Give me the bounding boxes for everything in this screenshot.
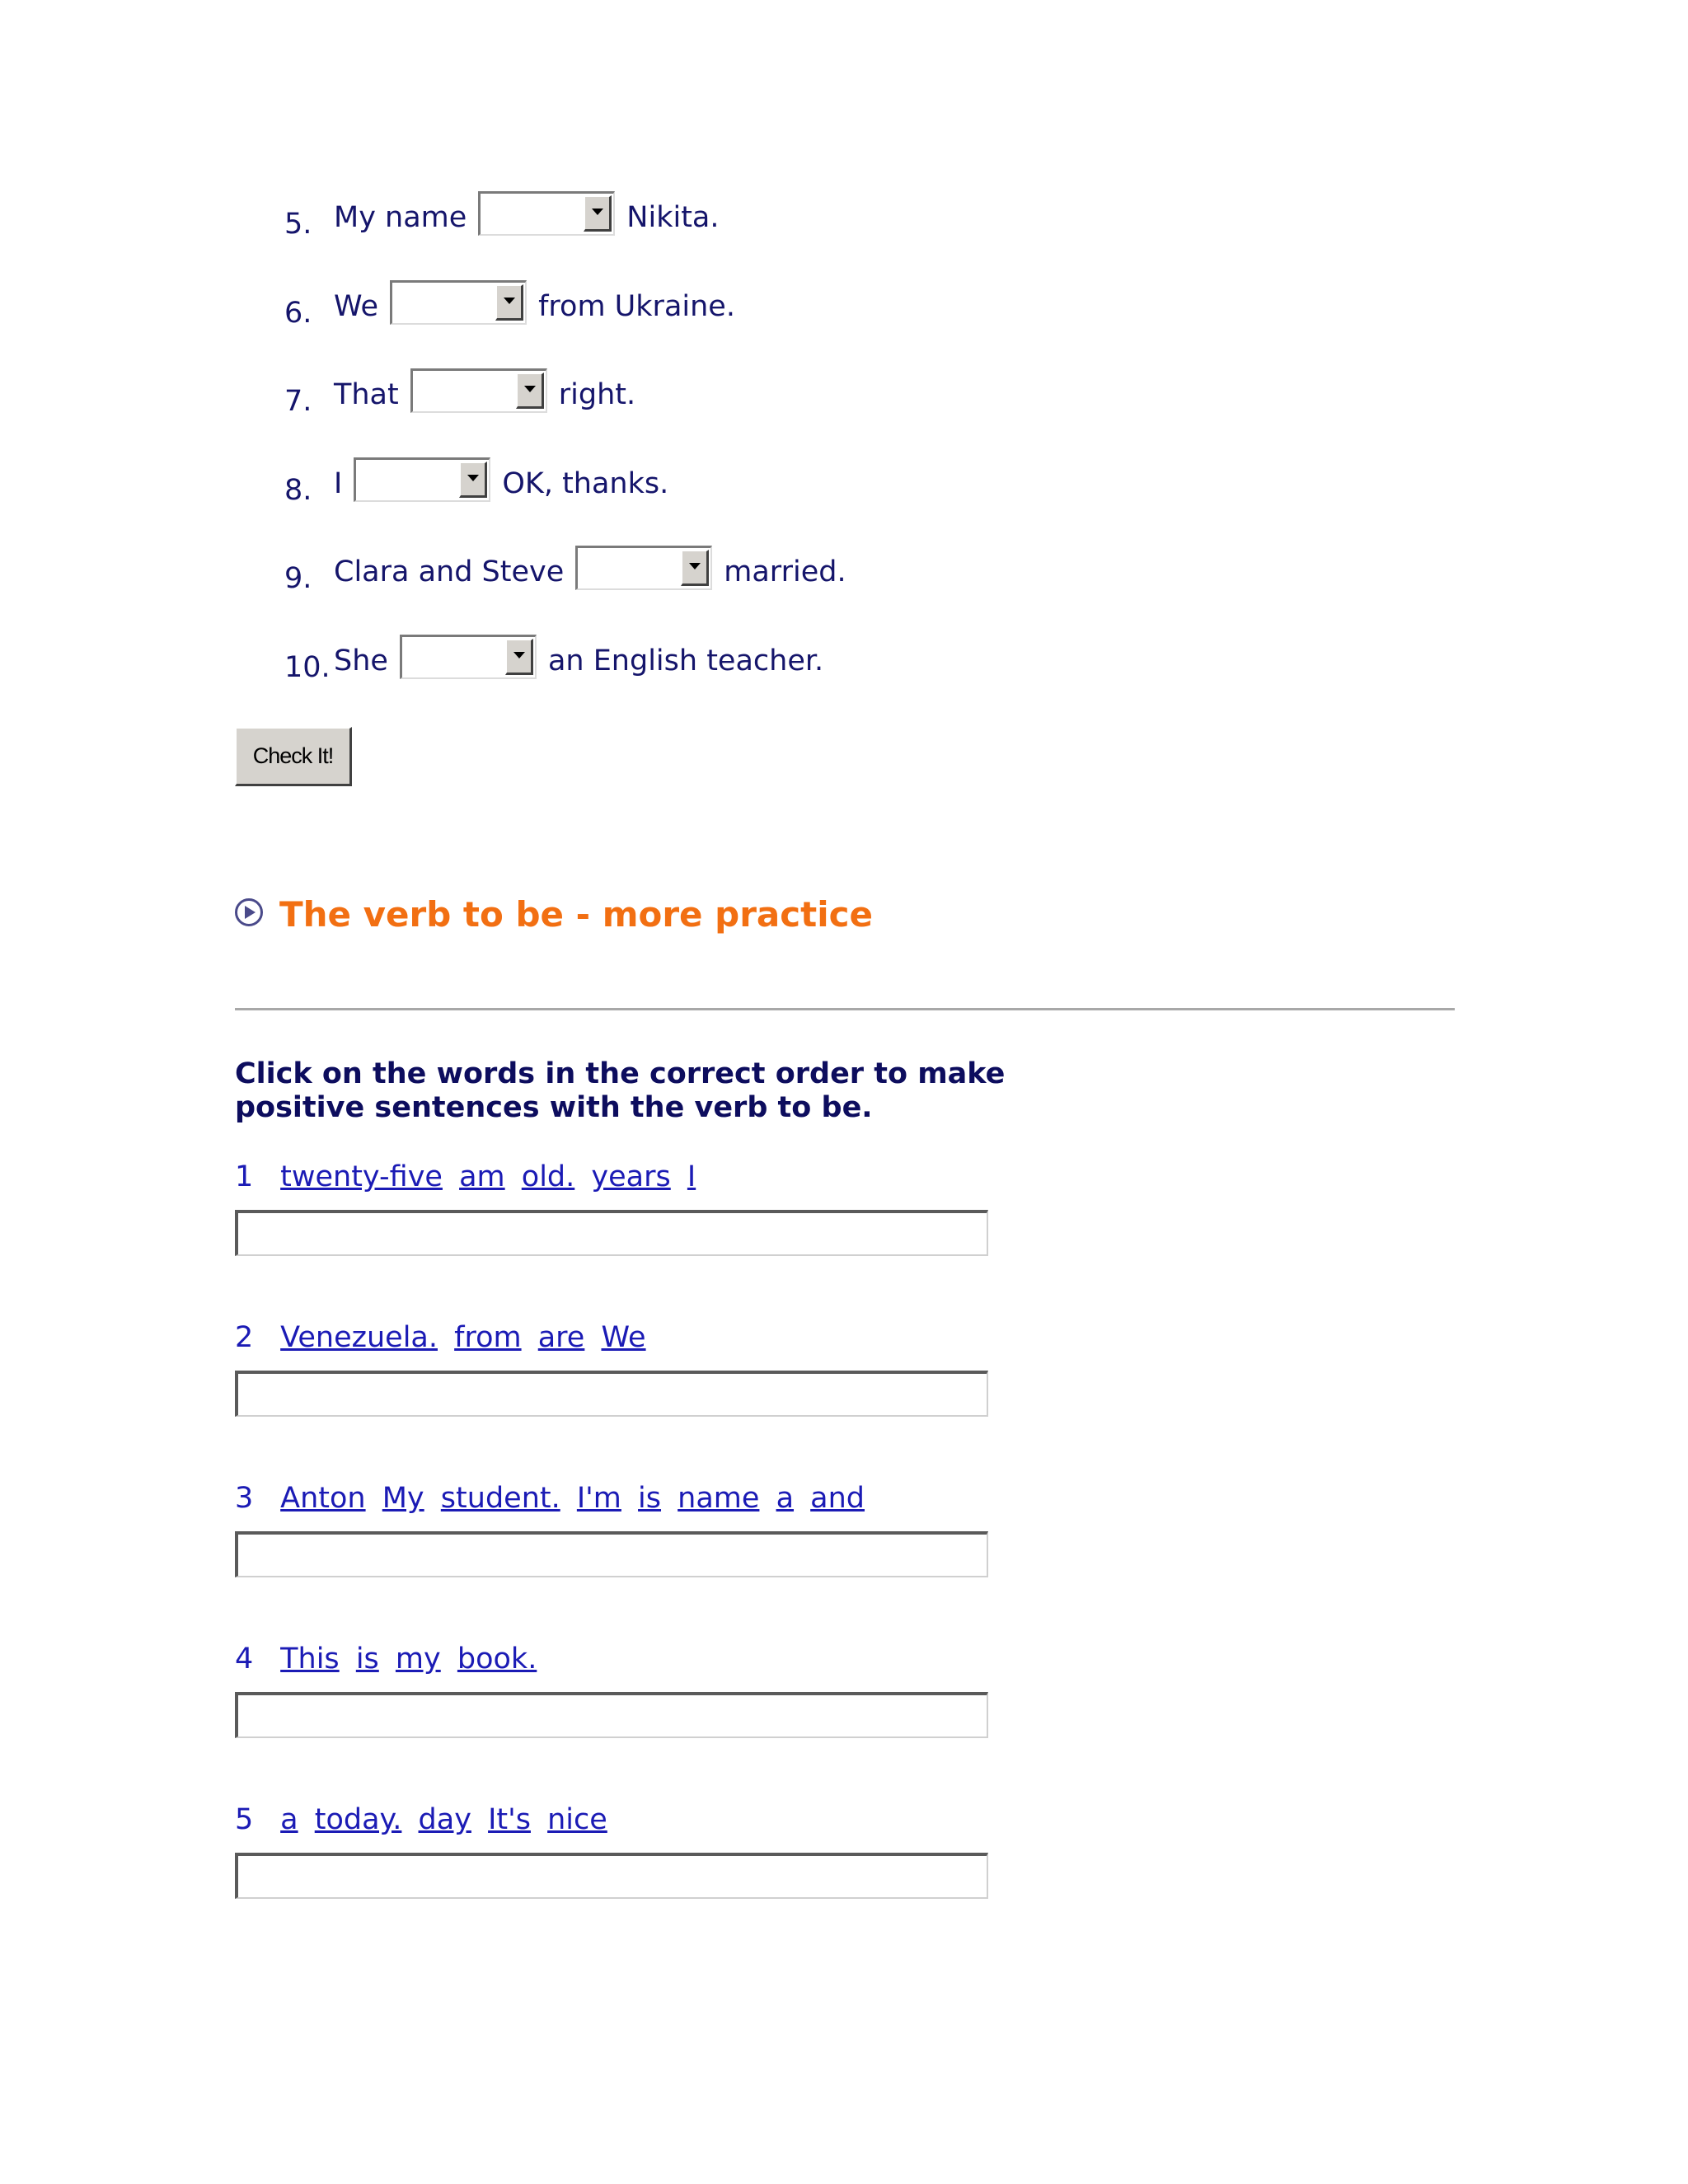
play-circle-icon <box>235 898 263 926</box>
section-heading <box>235 894 873 935</box>
chevron-down-icon[interactable] <box>459 462 487 498</box>
word-link[interactable]: a <box>280 1803 298 1836</box>
word-link[interactable]: today. <box>314 1803 402 1836</box>
word-link[interactable]: am <box>459 1160 505 1193</box>
word-list <box>235 1643 544 1675</box>
word-order-item-5 <box>235 1803 615 1836</box>
word-order-item-4 <box>235 1643 544 1675</box>
word-link[interactable]: my <box>395 1643 441 1675</box>
word-link[interactable]: I <box>687 1160 696 1193</box>
question-row-10 <box>284 635 823 684</box>
answer-input[interactable] <box>235 1531 988 1577</box>
word-link[interactable]: My <box>382 1482 424 1515</box>
question-row-9 <box>284 546 846 595</box>
chevron-down-icon[interactable] <box>516 373 544 409</box>
question-text-before: That <box>334 378 399 411</box>
question-text-after: right. <box>558 378 636 411</box>
word-link[interactable]: years <box>591 1160 671 1193</box>
item-number: 1 <box>235 1160 254 1193</box>
word-order-item-2 <box>235 1321 654 1354</box>
word-link[interactable]: is <box>355 1643 379 1675</box>
word-link[interactable]: old. <box>521 1160 575 1193</box>
answer-dropdown[interactable] <box>354 457 490 502</box>
question-text-after: OK, thanks. <box>502 467 669 500</box>
answer-dropdown[interactable] <box>400 635 537 679</box>
question-text-before: My name <box>334 201 467 234</box>
question-number: 7. <box>284 385 312 418</box>
answer-input[interactable] <box>235 1371 988 1417</box>
question-row-6 <box>284 280 735 330</box>
chevron-down-icon[interactable] <box>505 639 533 675</box>
word-link[interactable]: I'm <box>576 1482 621 1515</box>
chevron-down-icon[interactable] <box>681 550 709 586</box>
question-number: 6. <box>284 297 312 330</box>
word-link[interactable]: Venezuela. <box>280 1321 438 1354</box>
word-link[interactable]: and <box>810 1482 865 1515</box>
answer-dropdown[interactable] <box>575 546 712 590</box>
answer-dropdown[interactable] <box>478 191 615 236</box>
word-link[interactable]: It's <box>488 1803 531 1836</box>
question-text-before: Clara and Steve <box>334 555 565 588</box>
answer-input[interactable] <box>235 1692 988 1738</box>
word-link[interactable]: are <box>537 1321 585 1354</box>
question-text-after: Nikita. <box>626 201 720 234</box>
item-number: 4 <box>235 1643 254 1675</box>
question-text-after: an English teacher. <box>547 644 824 677</box>
word-list <box>235 1803 615 1836</box>
question-number: 8. <box>284 474 312 507</box>
question-text-before: She <box>334 644 388 677</box>
word-link[interactable]: student. <box>440 1482 560 1515</box>
chevron-down-icon[interactable] <box>495 284 523 321</box>
question-number: 9. <box>284 562 312 595</box>
word-link[interactable]: We <box>601 1321 646 1354</box>
answer-input[interactable] <box>235 1853 988 1899</box>
check-it-button[interactable]: Check It! <box>235 727 352 786</box>
item-number: 3 <box>235 1482 254 1515</box>
word-link[interactable]: This <box>280 1643 340 1675</box>
word-link[interactable]: from <box>454 1321 522 1354</box>
question-row-5 <box>284 191 720 241</box>
question-row-7 <box>284 368 635 418</box>
question-row-8 <box>284 457 668 507</box>
answer-dropdown[interactable] <box>410 368 547 413</box>
word-list <box>235 1160 703 1193</box>
word-link[interactable]: a <box>776 1482 795 1515</box>
word-link[interactable]: nice <box>547 1803 607 1836</box>
word-order-item-1 <box>235 1160 703 1193</box>
item-number: 2 <box>235 1321 254 1354</box>
question-text-after: from Ukraine. <box>538 290 735 323</box>
question-number: 5. <box>284 208 312 241</box>
word-link[interactable]: day <box>418 1803 471 1836</box>
instructions: Click on the words in the correct order to make positive sentences with the verb to be. <box>235 1057 1006 1124</box>
word-link[interactable]: book. <box>457 1643 537 1675</box>
word-list <box>235 1321 654 1354</box>
question-text-before: I <box>334 467 343 500</box>
word-link[interactable]: Anton <box>280 1482 366 1515</box>
word-link[interactable]: is <box>638 1482 662 1515</box>
answer-input[interactable] <box>235 1210 988 1256</box>
answer-dropdown[interactable] <box>390 280 527 325</box>
chevron-down-icon[interactable] <box>584 195 612 232</box>
divider <box>235 1008 1455 1010</box>
section-title: The verb to be - more practice <box>279 894 874 935</box>
word-list <box>235 1482 872 1515</box>
word-link[interactable]: twenty-five <box>280 1160 443 1193</box>
question-text-before: We <box>334 290 379 323</box>
word-link[interactable]: name <box>678 1482 760 1515</box>
item-number: 5 <box>235 1803 254 1836</box>
question-text-after: married. <box>724 555 846 588</box>
question-number: 10. <box>284 651 331 684</box>
word-order-item-3 <box>235 1482 872 1515</box>
